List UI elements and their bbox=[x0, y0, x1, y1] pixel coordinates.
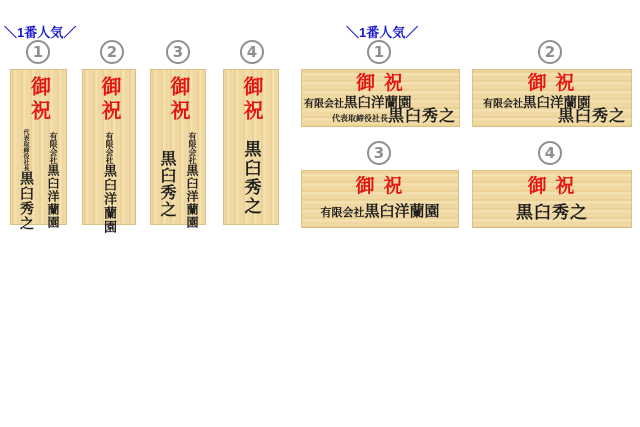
company-name: 黒臼洋蘭園 bbox=[364, 204, 440, 220]
person-name: 黒臼秀之 bbox=[158, 150, 175, 218]
company-column bbox=[45, 132, 61, 229]
horizontal-tag-3 bbox=[301, 170, 459, 228]
company-prefix: 有限会社 bbox=[105, 132, 114, 164]
company-prefix: 有限会社 bbox=[483, 99, 523, 110]
horizontal-tag-4 bbox=[472, 170, 632, 228]
company-name: 黒臼洋蘭園 bbox=[185, 164, 199, 229]
option-number-vertical-1: 1 bbox=[26, 40, 50, 64]
company-prefix: 有限会社 bbox=[320, 207, 365, 219]
name-line bbox=[473, 204, 631, 222]
name-line bbox=[473, 109, 631, 125]
horizontal-tag-1 bbox=[301, 69, 460, 127]
greeting-text: 御 祝 bbox=[356, 73, 405, 94]
greeting-text: 御 祝 bbox=[527, 73, 577, 94]
option-number-horizontal-3: 3 bbox=[367, 141, 391, 165]
popular-badge-right: ＼1番人気／ bbox=[346, 25, 419, 40]
company-prefix: 有限会社 bbox=[304, 99, 344, 110]
company-name: 黒臼洋蘭園 bbox=[523, 95, 591, 110]
vertical-tag-1 bbox=[10, 69, 67, 231]
name-column bbox=[158, 150, 174, 218]
person-name: 黒臼秀之 bbox=[516, 203, 588, 222]
horizontal-tag-2 bbox=[472, 69, 632, 127]
greeting-text: 御 祝 bbox=[355, 176, 405, 197]
name-column bbox=[243, 140, 260, 216]
company-name: 黒臼洋蘭園 bbox=[344, 95, 412, 110]
person-name: 黒臼秀之 bbox=[241, 140, 261, 216]
greeting-text: 御 祝 bbox=[527, 176, 577, 197]
person-name: 黒臼秀之 bbox=[18, 171, 33, 231]
name-column bbox=[17, 129, 33, 231]
job-title: 代表取締役社長 bbox=[331, 114, 388, 123]
option-number-vertical-4: 4 bbox=[240, 40, 264, 64]
option-number-horizontal-2: 2 bbox=[538, 40, 562, 64]
greeting-text: 御祝 bbox=[27, 76, 50, 124]
option-number-vertical-3: 3 bbox=[166, 40, 190, 64]
company-column bbox=[184, 132, 200, 229]
option-number-horizontal-1: 1 bbox=[367, 40, 391, 64]
popular-badge-left: ＼1番人気／ bbox=[4, 25, 77, 40]
vertical-tag-3 bbox=[150, 69, 206, 229]
company-column bbox=[101, 132, 117, 234]
company-name: 黒臼洋蘭園 bbox=[102, 164, 117, 234]
person-name: 黒臼秀之 bbox=[557, 108, 626, 125]
vertical-tag-2 bbox=[82, 69, 136, 234]
option-number-horizontal-4: 4 bbox=[538, 141, 562, 165]
company-prefix: 有限会社 bbox=[188, 132, 197, 164]
company-line bbox=[302, 204, 458, 220]
company-prefix: 有限会社 bbox=[49, 132, 58, 164]
name-line bbox=[302, 109, 459, 125]
job-title: 代表取締役社長 bbox=[22, 129, 28, 171]
greeting-text: 御祝 bbox=[167, 76, 189, 124]
vertical-tag-4 bbox=[223, 69, 279, 225]
greeting-text: 御祝 bbox=[240, 76, 262, 124]
person-name: 黒臼秀之 bbox=[387, 108, 456, 125]
option-number-vertical-2: 2 bbox=[100, 40, 124, 64]
company-name: 黒臼洋蘭園 bbox=[46, 164, 60, 229]
greeting-text: 御祝 bbox=[98, 76, 120, 124]
